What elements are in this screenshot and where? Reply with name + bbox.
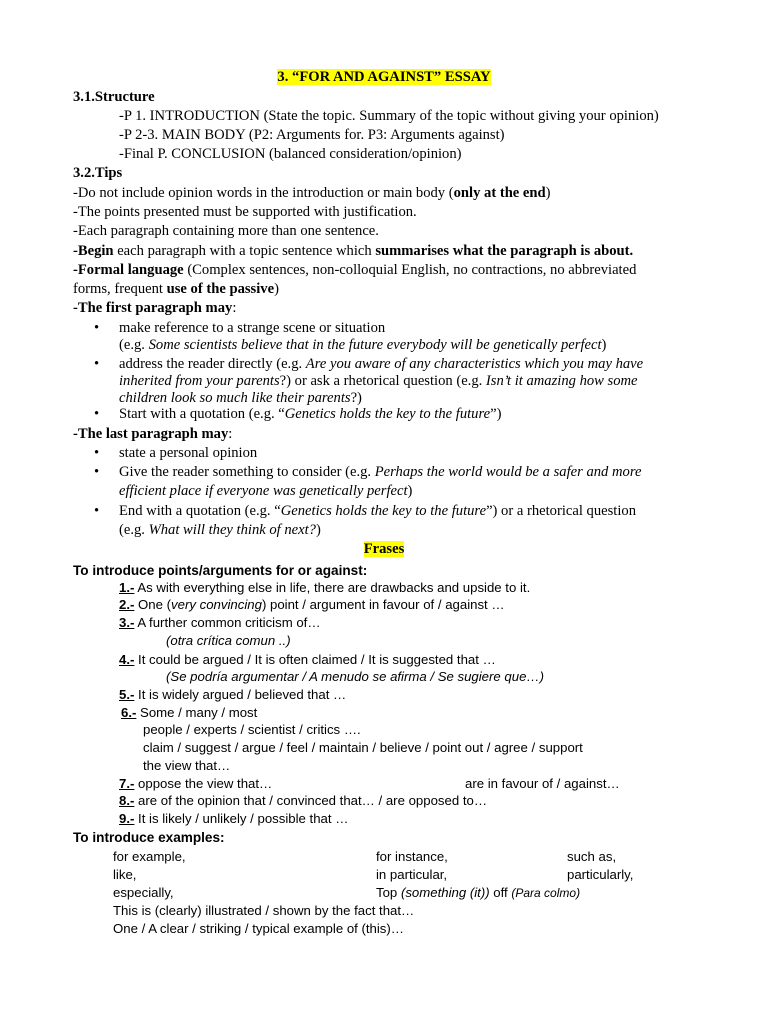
title-highlight: 3. “FOR AND AGAINST” ESSAY bbox=[277, 69, 491, 85]
bullet-icon: • bbox=[94, 445, 100, 461]
phrase-item-right: are in favour of / against… bbox=[465, 776, 620, 791]
list-item-continued: (e.g. Some scientists believe that in the future everybody will be genetically perfect) bbox=[119, 337, 607, 353]
tip-item: -The points presented must be supported with justification. bbox=[73, 204, 417, 220]
example-phrase: in particular, bbox=[376, 867, 448, 882]
phrase-item: 1.- As with everything else in life, there are drawbacks and upside to it. bbox=[119, 580, 531, 595]
list-item: Give the reader something to consider (e.g. Perhaps the world would be a safer and more bbox=[119, 464, 642, 480]
tips-heading: 3.2.Tips bbox=[73, 165, 123, 181]
list-item-continued: (e.g. What will they think of next?) bbox=[119, 522, 321, 538]
list-item: Start with a quotation (e.g. “Genetics holds the key to the future”) bbox=[119, 406, 502, 422]
phrase-item: 9.- It is likely / unlikely / possible that … bbox=[119, 811, 349, 826]
example-phrase: for instance, bbox=[376, 849, 448, 864]
example-phrase: This is (clearly) illustrated / shown by the fact that… bbox=[113, 903, 415, 918]
structure-item: -Final P. CONCLUSION (balanced consideration/opinion) bbox=[119, 146, 462, 162]
bullet-icon: • bbox=[94, 356, 100, 372]
bullet-icon: • bbox=[94, 464, 100, 480]
phrase-item: 3.- A further common criticism of… bbox=[119, 615, 321, 630]
phrase-item: 2.- One (very convincing) point / argument in favour of / against … bbox=[119, 597, 505, 612]
structure-item: -P 1. INTRODUCTION (State the topic. Summary of the topic without giving your opinion) bbox=[119, 108, 659, 124]
phrase-item-continued: the view that… bbox=[143, 758, 231, 773]
structure-heading: 3.1.Structure bbox=[73, 89, 155, 105]
first-paragraph-heading: -The first paragraph may: bbox=[73, 300, 237, 316]
list-item-continued: efficient place if everyone was genetically perfect) bbox=[119, 483, 413, 499]
example-phrase: One / A clear / striking / typical example of (this)… bbox=[113, 921, 404, 936]
phrase-item: 6.- Some / many / most bbox=[121, 705, 258, 720]
phrase-item: 8.- are of the opinion that / convinced that… / are opposed to… bbox=[119, 793, 488, 808]
phrase-note: (otra crítica comun ..) bbox=[166, 633, 291, 648]
tip-item: -Formal language (Complex sentences, non-colloquial English, no contractions, no abbreviated bbox=[73, 262, 637, 278]
page-title bbox=[0, 68, 768, 87]
phrase-item: 4.- It could be argued / It is often claimed / It is suggested that … bbox=[119, 652, 496, 667]
example-phrase: such as, bbox=[567, 849, 617, 864]
phrase-item-continued: people / experts / scientist / critics …. bbox=[143, 722, 361, 737]
tip-item: -Do not include opinion words in the introduction or main body (only at the end) bbox=[73, 185, 551, 201]
list-item: address the reader directly (e.g. Are you aware of any characteristics which you may have bbox=[119, 356, 644, 372]
phrase-item: 7.- oppose the view that… bbox=[119, 776, 273, 791]
example-phrase: like, bbox=[113, 867, 137, 882]
bullet-icon: • bbox=[94, 320, 100, 336]
frases-heading: Frases bbox=[363, 541, 405, 557]
bullet-icon: • bbox=[94, 503, 100, 519]
phrase-item-continued: claim / suggest / argue / feel / maintain / believe / point out / agree / support bbox=[143, 740, 583, 755]
examples-heading: To introduce examples: bbox=[73, 830, 225, 845]
list-item-continued: inherited from your parents?) or ask a rhetorical question (e.g. Isn’t it amazing how some bbox=[119, 373, 638, 389]
last-paragraph-heading: -The last paragraph may: bbox=[73, 426, 233, 442]
example-phrase: particularly, bbox=[567, 867, 634, 882]
example-phrase: especially, bbox=[113, 885, 174, 900]
tip-item-continued: forms, frequent use of the passive) bbox=[73, 281, 279, 297]
tip-item: -Each paragraph containing more than one sentence. bbox=[73, 223, 379, 239]
phrase-note: (Se podría argumentar / A menudo se afirma / Se sugiere que…) bbox=[166, 669, 544, 684]
structure-item: -P 2-3. MAIN BODY (P2: Arguments for. P3: Arguments against) bbox=[119, 127, 505, 143]
list-item-continued: children look so much like their parents?) bbox=[119, 390, 362, 406]
list-item: make reference to a strange scene or situation bbox=[119, 320, 386, 336]
list-item: End with a quotation (e.g. “Genetics holds the key to the future”) or a rhetorical question bbox=[119, 503, 636, 519]
bullet-icon: • bbox=[94, 406, 100, 422]
example-phrase: Top (something (it)) off (Para colmo) bbox=[376, 885, 581, 900]
example-phrase: for example, bbox=[113, 849, 186, 864]
tip-item: -Begin each paragraph with a topic sentence which summarises what the paragraph is about. bbox=[73, 243, 634, 259]
phrase-item: 5.- It is widely argued / believed that … bbox=[119, 687, 347, 702]
list-item: state a personal opinion bbox=[119, 445, 258, 461]
points-heading: To introduce points/arguments for or against: bbox=[73, 563, 368, 578]
